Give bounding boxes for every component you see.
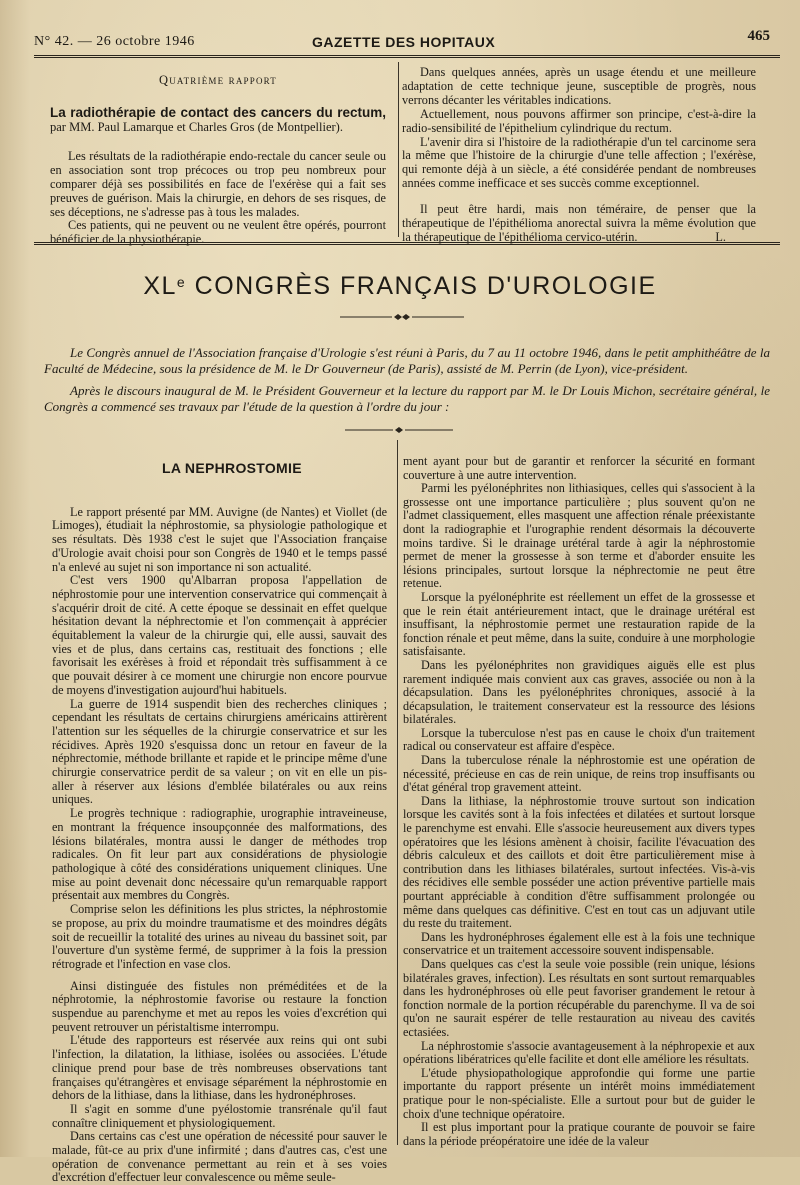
article-title-main: La radiothérapie de contact des cancers du rectum,	[50, 104, 386, 120]
paragraph: C'est vers 1900 qu'Albarran proposa l'appellation de néphrostomie pour une intervention conservatrice qui commençait à s'acquérir droit de cité. A cette époque se dessinait en effet quelque hésitation devant la néphrectomie et l'on commençait à apprécier équitablement la valeur de la chirurgie qui, elle aussi, sauvait des vies et de plus, dans certains cas, restituait des fonctions ; elle favorisait les exérèses à froid et répondait très suffisamment à ce que pouvait désirer à ce moment une chirurgie non encore pourvue de moyens d'investigation aujourd'hui habituels.	[52, 573, 387, 697]
paragraph: Lorsque la tuberculose n'est pas en cause le choix d'un traitement radical ou conservateur est affaire d'espèce.	[403, 725, 755, 754]
paragraph: Le rapport présenté par MM. Auvigne (de Nantes) et Viollet (de Limoges), étudiait la néphrostomie, sa physiologie pathologique et ses résultats. Dès 1938 c'est le sujet que l'Association française d'Urologie avait choisi pour son Congrès de 1940 et le temps passé n'a enlevé au sujet ni son importance ni son actualité.	[52, 504, 387, 574]
paragraph: La néphrostomie s'associe avantageusement à la néphropexie et aux opérations libératrices qu'elle facilite et dont elle améliore les résultats.	[403, 1038, 755, 1067]
section-rule	[34, 242, 780, 245]
top-article-right-column	[402, 66, 756, 245]
header-rule	[34, 55, 780, 58]
paragraph: Ces patients, qui ne peuvent ou ne veulent être opérés, pourront bénéficier de la physiothérapie.	[50, 218, 386, 247]
paragraph: Il peut être hardi, mais non téméraire, de penser que la thérapeutique de l'épithélioma anorectal suivra la même évolution que la thérapeutique de l'épithélioma cervico-utérin.	[402, 202, 756, 244]
paragraph: Dans les pyélonéphrites non gravidiques aiguës elle est plus rarement indiquée mais convient aux cas graves, associée ou non à la décapsulation. Dans les pyélonéphrites chroniques, associé à la décapsulation, le traitement conservateur est la ressource des lésions bilatérales.	[403, 657, 755, 727]
paragraph: L'étude des rapporteurs est réservée aux reins qui ont subi l'infection, la dilatation, la lithiase, isolées ou associées. L'étude clinique prend pour base de très nombreuses observations tant françaises qu'étrangères et envisage séparément la néphrostomie en dehors de la lithiase, dans la lithiase, dans les hydronéphroses.	[52, 1033, 387, 1103]
congress-title: XLe CONGRÈS FRANÇAIS D'UROLOGIE	[143, 272, 657, 300]
column-divider	[398, 62, 399, 237]
paragraph: Il est plus important pour la pratique courante de pouvoir se faire dans la période préopératoire une idée de la valeur	[403, 1120, 755, 1148]
section-label: Quatrième rapport	[158, 73, 278, 87]
paragraph: Dans les hydronéphroses également elle est à la fois une technique conservatrice et un traitement accessoire souvent indispensable.	[403, 929, 755, 958]
paragraph: Les résultats de la radiothérapie endo-rectale du cancer seule ou en association sont trop précoces ou trop peu nombreux pour comparer déjà ses possibilités en face de l'exérèse qui a fait ses preuves de guérison. Mais la chirurgie, en dehors de ses risques, de ses déceptions, ne s'adresse pas à tous les malades.	[50, 148, 386, 219]
signature: L.	[715, 229, 726, 244]
paragraph: L'avenir dira si l'histoire de la radiothérapie d'un tel carcinome sera la même que l'histoire de la chirurgie d'une telle affection ; l'exérèse, qui remonte déjà à un siècle, a été considérée pendant de nombreuses années comme inefficace et ses succès comme exceptionnel.	[402, 134, 756, 191]
top-article-left-column	[50, 74, 386, 247]
nephrostomie-left-column	[52, 462, 387, 1185]
paragraph: Ainsi distinguée des fistules non préméditées et de la néphrotomie, la néphrostomie favorise ou restaure la fonction suspendue au parenchyme et met au repos les voies d'excrétion qui peuvent retrouver un péristaltisme interrompu.	[52, 978, 387, 1034]
page-number: 465	[747, 28, 770, 44]
nephrostomie-right-column	[403, 455, 755, 1148]
page-header	[34, 28, 780, 54]
congress-intro	[44, 345, 770, 421]
intro-paragraph: Le Congrès annuel de l'Association française d'Urologie s'est réuni à Paris, du 7 au 11 octobre 1946, dans le petit amphithéâtre de la Faculté de Médecine, sous la présidence de M. le Dr Gouverneur (de Paris), assisté de M. Perrin (de Lyon), vice-président.	[44, 345, 770, 376]
paragraph: La guerre de 1914 suspendit bien des recherches cliniques ; cependant les résultats de certains chirurgiens américains attirèrent l'attention sur les séquelles de la chirurgie conservatrice et sur les récidives. Après 1920 s'esquissa donc un retour en faveur de la néphrectomie, méthode brillante et rapide et le principe même d'une chirurgie conservatrice perdit de sa valeur ; on vit en elle un pis-aller à réserver aux lésions d'emblée bilatérales ou aux reins uniques.	[52, 696, 387, 807]
intro-paragraph: Après le discours inaugural de M. le Président Gouverneur et la lecture du rapport par M. le Dr Louis Michon, secrétaire général, le Congrès a commencé ses travaux par l'étude de la question à l'ordre du jour :	[44, 383, 770, 414]
column-divider	[397, 440, 398, 1145]
paragraph: Le progrès technique : radiographie, urographie intraveineuse, en montrant la fréquence insoupçonnée des malformations, des lésions bilatérales, montra aussi le danger de méthodes trop radicales. On fit leur part aux considérations de physiologie pathologique à côté des considérations uniquement cliniques. Une mise au point devenait donc nécessaire qu'un remarquable rapport présentait aux membres du Congrès.	[52, 806, 387, 903]
article-title-authors: par MM. Paul Lamarque et Charles Gros (de Montpellier).	[50, 119, 343, 134]
ornament-divider	[340, 313, 464, 321]
paragraph: Comprise selon les définitions les plus strictes, la néphrostomie se propose, au prix du moindre traumatisme et des moindres dégâts soit de recueillir la totalité des urines au niveau du bassinet soit, par l'ouverture d'un système fermé, de supprimer à la fois la pression rétrograde et l'infection en vase clos.	[52, 902, 387, 971]
paragraph: Dans certains cas c'est une opération de nécessité pour sauver le malade, fût-ce au prix d'une infirmité ; dans d'autres cas, c'est une opération de convenance permettant au rein et à ses voies d'excrétion d'effectuer leur convalescence ou même seule-	[52, 1129, 387, 1185]
paragraph: L'étude physiopathologique approfondie qui forme une partie importante du rapport présente un intérêt moins immédiatement pratique pour le non-spécialiste. Elle a surtout pour but de guider le choix d'une technique opératoire.	[403, 1065, 755, 1121]
article-title	[50, 106, 386, 134]
issue-date: N° 42. — 26 octobre 1946	[34, 34, 195, 49]
paragraph: Lorsque la pyélonéphrite est réellement un effet de la grossesse et que le rein était antérieurement intact, que le drainage urétéral est insuffisant, la néphrostomie permet une restauration rapide de la fonction rénale et peut même, dans la suite, conduire à une morphologie satisfaisante.	[403, 589, 755, 659]
paragraph: Actuellement, nous pouvons affirmer son principe, c'est-à-dire la radio-sensibilité de l'épithelium cylindrique du rectum.	[402, 106, 756, 135]
section-title: LA NEPHROSTOMIE	[162, 460, 302, 476]
ornament-divider	[345, 426, 453, 434]
paragraph: Il s'agit en somme d'une pyélostomie transrénale qu'il faut connaître cliniquement et physiologiquement.	[52, 1101, 387, 1130]
paragraph: Dans quelques années, après un usage étendu et une meilleure adaptation de cette technique jeune, susceptible de progrès, nous verrons décanter les véritables indications.	[402, 65, 756, 107]
paragraph: Dans quelques cas c'est la seule voie possible (rein unique, lésions bilatérales graves, infection). Les résultats en sont surtout remarquables dans les hydronéphroses où elle peut favoriser grandement le retour à fonction normale de la portion récupérable du parenchyme. Il va de soi qu'on ne saurait espérer de telle restauration au niveau des cavités ectasiées.	[403, 956, 755, 1039]
paragraph: ment ayant pour but de garantir et renforcer la sécurité en formant couverture à une autre intervention.	[403, 454, 755, 482]
paragraph: Dans la lithiase, la néphrostomie trouve surtout son indication lorsque les cavités sont à la fois infectées et dilatées et surtout lorsque le parenchyme est envahi. Elle s'associe heureusement aux divers types opératoires que les lésions amènent à choisir, facilite l'évacuation des débris calculeux et des caillots et doit être particulièrement mise à contribution dans les lithiases bilatérales, surtout infectées. Vis-à-vis des récidives elle semble posséder une action préventive partielle mais pourtant appréciable à condition d'être suffisamment prolongée ou même dans quelques cas définitive. C'est en tout cas un adjuvant utile du reste du traitement.	[403, 793, 755, 931]
paragraph: Parmi les pyélonéphrites non lithiasiques, celles qui s'associent à la grossesse ont une importance particulière ; plus souvent qu'on ne l'admet classiquement, elles masquent une affection rénale préexistante dont la radiographie et l'urographie rendent désormais la découverte moins tardive. Si le drainage urétéral tarde à agir la néphrostomie permet de mener la grossesse à son terme et d'aborder ensuite les lésions principales, surtout lorsque la néphrectomie ne peut être retenue.	[403, 481, 755, 591]
journal-title: GAZETTE DES HOPITAUX	[312, 34, 496, 50]
paragraph: Dans la tuberculose rénale la néphrostomie est une opération de nécessité, précieuse en cas de rein unique, de reins trop insuffisants ou d'état général trop gravement atteint.	[403, 753, 755, 795]
